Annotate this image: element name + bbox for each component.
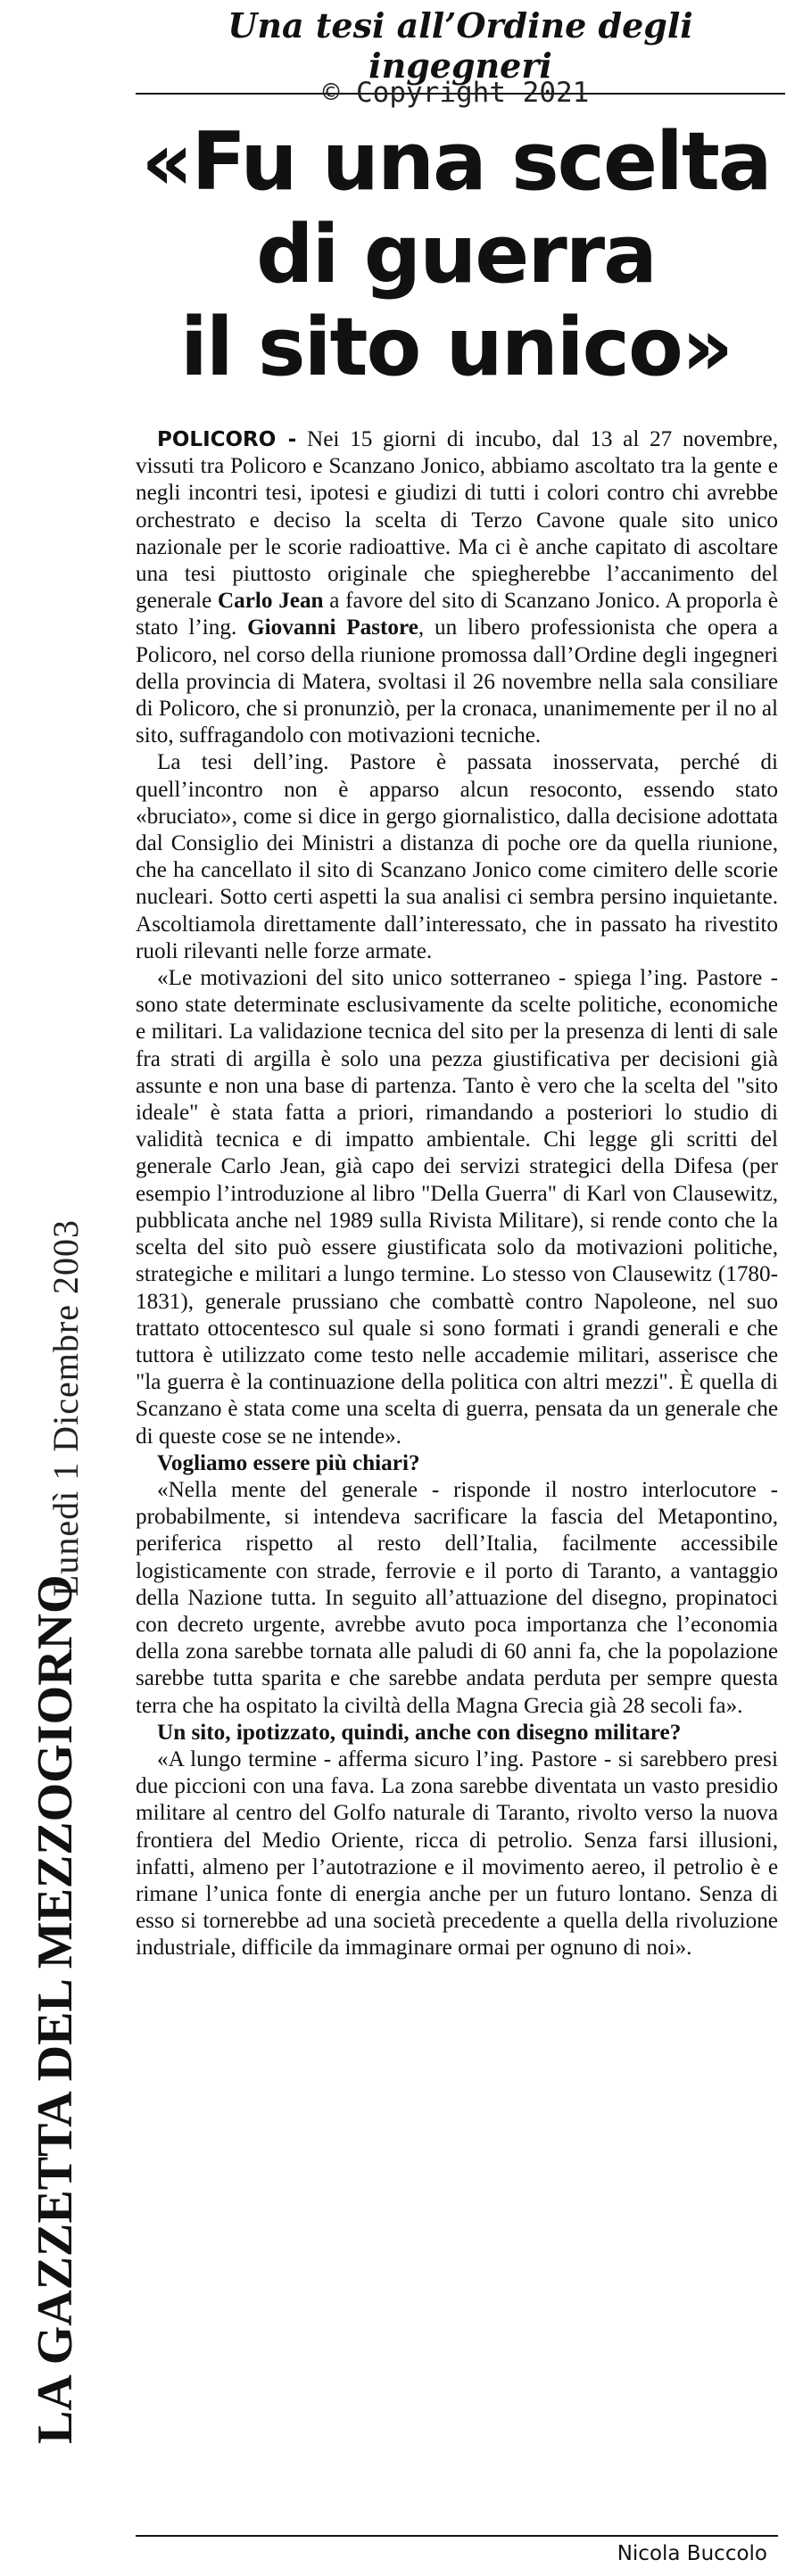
paragraph-1-text-a: Nei 15 giorni di incubo, dal 13 al 27 novembre, vissuti tra Policoro e Scanzano Jonico, abbiamo ascoltato tra la gente e negli incontri tesi, ipotesi e giudizi di tutti i colori contro chi avrebbe orchestrato e deciso la scelta di Terzo Cavone quale sito unico nazionale per le scorie radioattive. Ma ci è anche capitato di ascoltare una tesi piuttosto originale che spiegherebbe l’accanimento del generale	[136, 427, 778, 614]
person-name-jean: Carlo Jean	[217, 589, 324, 614]
paragraph-1-text-c: , un libero professionista che opera a Policoro, nel corso della riunione promossa dall’Ordine degli ingegneri della provincia di Matera, svoltasi il 26 novembre nella sala consiliare di Policoro, che si pronunziò, per la cronaca, unanimemente per il no al sito, suffragandolo con motivazioni tecniche.	[136, 615, 778, 748]
interview-question-2: Un sito, ipotizzato, quindi, anche con disegno militare?	[157, 1720, 682, 1745]
dateline-city: POLICORO -	[157, 428, 297, 451]
paragraph-1	[136, 426, 778, 749]
headline-line-1: «Fu una scelta	[141, 115, 771, 209]
headline-line-3: il sito unico»	[180, 301, 732, 394]
side-strip	[0, 0, 125, 2576]
copyright-notice: © Copyright 2021	[322, 77, 590, 109]
paragraph-1-text-b: a favore del sito di Scanzano Jonico. A proporla è stato l’ing.	[136, 589, 778, 640]
person-name-pastore: Giovanni Pastore	[247, 615, 418, 640]
article-kicker: Una tesi all’Ordine degli ingegneri	[136, 5, 785, 95]
headline-line-2: di guerra	[256, 208, 656, 301]
paragraph-2: La tesi dell’ing. Pastore è passata inosservata, perché di quell’incontro non è apparso alcun resoconto, essendo stato «bruciato», come si dice in gergo giornalistico, dalla decisione adottata dal Consiglio dei Ministri a distanza di poche ore da quella riunione, che ha cancellato il sito di Scanzano Jonico come cimitero delle scorie nucleari. Sotto certi aspetti la sua analisi ci sembra persino inquietante. Ascoltiamola direttamente dall’interessato, che in passato ha rivestito ruoli rilevanti nelle forze armate.	[136, 750, 778, 963]
bottom-rule	[136, 2535, 778, 2537]
headline	[125, 116, 787, 394]
paragraph-3: «Le motivazioni del sito unico sotterraneo - spiega l’ing. Pastore - sono state determinate esclusivamente da scelte politiche, economiche e militari. La validazione tecnica del sito per la presenza di lenti di sale fra strati di argilla è solo una pezza giustificativa per decisioni già assunte e non una base di partenza. Tanto è vero che la scelta del "sito ideale" è stata fatta a priori, rimandando a posteriori lo studio di validità tecnica e di impatto ambientale. Chi legge gli scritti del generale Carlo Jean, già capo dei servizi strategici della Difesa (per esempio l’introduzione al libro "Della Guerra" di Karl von Clausewitz, pubblicata anche nel 1989 sulla Rivista Militare), si rende conto che la scelta del sito può essere giustificata solo da motivazioni politiche, strategiche e militari a lungo termine. Lo stesso von Clausewitz (1780-1831), generale prussiano che combattè contro Napoleone, nel suo trattato ottocentesco sul quale si sono formati i grandi generali e che tuttora è utilizzato come testo nelle accademie militari, asserisce che "la guerra è la continuazione della politica con altri mezzi". È quella di Scanzano è stata come una scelta di guerra, pensata da un generale che di queste cose se ne intende».	[136, 966, 778, 1449]
publication-date: Lunedì 1 Dicembre 2003	[46, 1219, 86, 1597]
paragraph-4: «Nella mente del generale - risponde il nostro interlocutore - probabilmente, si intendeva sacrificare la fascia del Metapontino, periferica rispetto al resto dell’Italia, facilmente accessibile logisticamente con strade, ferrovie e il porto di Taranto, a vantaggio della Nazione tutta. In seguito all’attuazione del disegno, propinatoci con decreto urgente, avrebbe avuto poca importanza che l’economia della zona sarebbe tornata alle paludi di 60 anni fa, che la popolazione sarebbe tutta sparita e che sarebbe andata perduta per sempre questa terra che ha ospitato la civiltà della Magna Grecia già 28 secoli fa».	[136, 1477, 778, 1718]
paragraph-5: «A lungo termine - afferma sicuro l’ing. Pastore - si sarebbero presi due piccioni con una fava. La zona sarebbe diventata un vasto presidio militare al centro del Golfo naturale di Taranto, rivolto verso la nuova frontiera del Medio Oriente, ricca di petrolio. Senza farsi illusioni, infatti, almeno per l’autotrazione e il movimento aereo, il petrolio è e rimane l’unica fonte di energia anche per un futuro lontano. Senza di esso si tornerebbe ad una società precedente a quella della rivoluzione industriale, difficile da immaginare ormai per ognuno di noi».	[136, 1746, 778, 1961]
article-body	[136, 426, 778, 1962]
interview-question-1: Vogliamo essere più chiari?	[157, 1450, 420, 1475]
newspaper-masthead: LA GAZZETTA DEL MEZZOGIORNO	[28, 1574, 83, 2444]
byline: Nicola Buccolo	[617, 2542, 767, 2565]
article	[125, 0, 787, 2576]
